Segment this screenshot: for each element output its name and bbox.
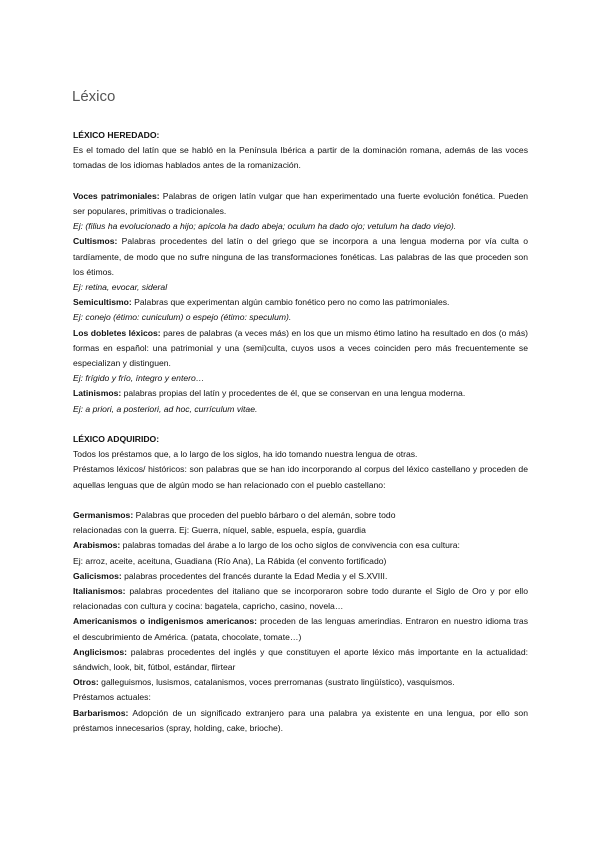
paragraph-anglicismos [73,645,528,675]
prestamos-actuales: Préstamos actuales: [73,692,151,703]
text-galicismos: palabras procedentes del francés durante la Edad Media y el S.XVIII. [121,570,388,581]
paragraph-italianismos [73,584,528,614]
example-patrimoniales: Ej: (filius ha evolucionado a hijo; apícola ha dado abeja; oculum ha dado ojo; vetulum ha dado viejo). [73,221,457,232]
text-patrimoniales: Palabras de origen latín vulgar que han experimentado una fuerte evolución fonética. Pueden ser populares, primitivas o tradicionales. [73,190,528,216]
text-arabismos: palabras tomadas del árabe a lo largo de los ocho siglos de convivencia con esa cultura: [120,540,460,551]
term-semicultismo: Semicultismo: [73,297,132,308]
paragraph-americanismos [73,614,528,644]
paragraph-otros [73,675,528,690]
term-anglicismos: Anglicismos: [73,646,127,657]
heredado-intro: Es el tomado del latín que se habló en la Península Ibérica a partir de la dominación romana, además de las voces tomadas de los idiomas hablados antes de la romanización. [73,145,528,171]
text-anglicismos: palabras procedentes del inglés y que constituyen el aporte léxico más importante en la actualidad: sándwich, look, bit, fútbol, estándar, flirtear [73,646,528,673]
paragraph-arabismos [73,538,528,553]
term-arabismos: Arabismos: [73,540,121,551]
term-cultismos: Cultismos: [73,236,118,247]
section-heading-heredado: LÉXICO HEREDADO: [73,130,160,140]
text-dobletes: pares de palabras (a veces más) en los que un mismo étimo latino ha resultado en dos (o más) formas en español: una patrimonial y una (semi)culta, cuyos usos a veces coinciden pero más frecuentemente se especializan y distinguen. [73,327,528,369]
paragraph-germanismos-2: relacionadas con la guerra. Ej: Guerra, níquel, sable, espuela, espía, guardia [73,525,366,536]
paragraph-dobletes [73,326,528,372]
paragraph-semicultismo [73,295,528,310]
example-semicultismo: Ej: conejo (étimo: cuniculum) o espejo (étimo: speculum). [73,312,292,323]
text-germanismos: Palabras que proceden del pueblo bárbaro o del alemán, sobre todo [133,510,396,521]
spacer [73,493,528,508]
term-dobletes: Los dobletes léxicos: [73,327,161,338]
text-cultismos: Palabras procedentes del latín o del griego que se incorpora a una lengua moderna por vía culta o tardíamente, de modo que no sufre ninguna de las transformaciones fonéticas. Las palabras de las que proceden son los étimos. [73,236,528,277]
term-otros: Otros: [73,677,99,688]
term-barbarismos: Barbarismos: [73,707,129,718]
paragraph-galicismos [73,569,528,584]
example-dobletes: Ej: frígido y frío, íntegro y entero… [73,373,205,384]
term-galicismos: Galicismos: [73,570,122,581]
term-italianismos: Italianismos: [73,586,126,597]
spacer [73,417,528,432]
example-latinismos: Ej: a priori, a posteriori, ad hoc, currículum vitae. [73,403,258,414]
paragraph-cultismos [73,234,528,280]
document-body [73,128,528,736]
text-latinismos: palabras propias del latín y procedentes de él, que se conservan en una lengua moderna. [121,388,466,399]
paragraph-germanismos [73,508,528,523]
text-semicultismo: Palabras que experimentan algún cambio fonético pero no como las patrimoniales. [131,297,450,308]
page-title: Léxico [72,88,116,105]
text-americanismos: proceden de las lenguas amerindias. Entraron en nuestro idioma tras el descubrimiento de América. (patata, chocolate, tomate…) [73,616,529,642]
example-cultismos: Ej: retina, evocar, sideral [73,282,168,293]
term-germanismos: Germanismos: [73,510,134,521]
text-barbarismos: Adopción de un significado extranjero para una palabra ya existente en una lengua, por ello son préstamos innecesarios (spray, holding, cake, brioche). [73,707,528,733]
adquirido-intro: Todos los préstamos que, a lo largo de los siglos, ha ido tomando nuestra lengua de otras. [73,449,418,460]
paragraph-patrimoniales [73,189,528,219]
term-americanismos: Americanismos o indigenismos americanos: [73,616,258,627]
prestamos-paragraph: Préstamos léxicos/ históricos: son palabras que se han ido incorporando al corpus del léxico castellano y proceden de aquellas lenguas que de algún modo se han relacionado con el pueblo castellano: [73,464,528,490]
term-latinismos: Latinismos: [73,388,122,399]
paragraph-latinismos [73,386,528,401]
text-italianismos: palabras procedentes del italiano que se incorporaron sobre todo durante el Siglo de Oro y por ello relacionadas con cultura y cocina: bagatela, capricho, casino, novela… [73,586,528,612]
paragraph-arabismos-2: Ej: arroz, aceite, aceituna, Guadiana (Río Ana), La Rábida (el convento fortificado) [73,555,387,566]
paragraph-barbarismos [73,706,528,736]
section-heading-adquirido: LÉXICO ADQUIRIDO: [73,434,160,445]
spacer [73,174,528,189]
term-patrimoniales: Voces patrimoniales: [73,190,160,201]
text-otros: galleguismos, lusismos, catalanismos, voces prerromanas (sustrato lingüístico), vasquismos. [98,677,455,688]
